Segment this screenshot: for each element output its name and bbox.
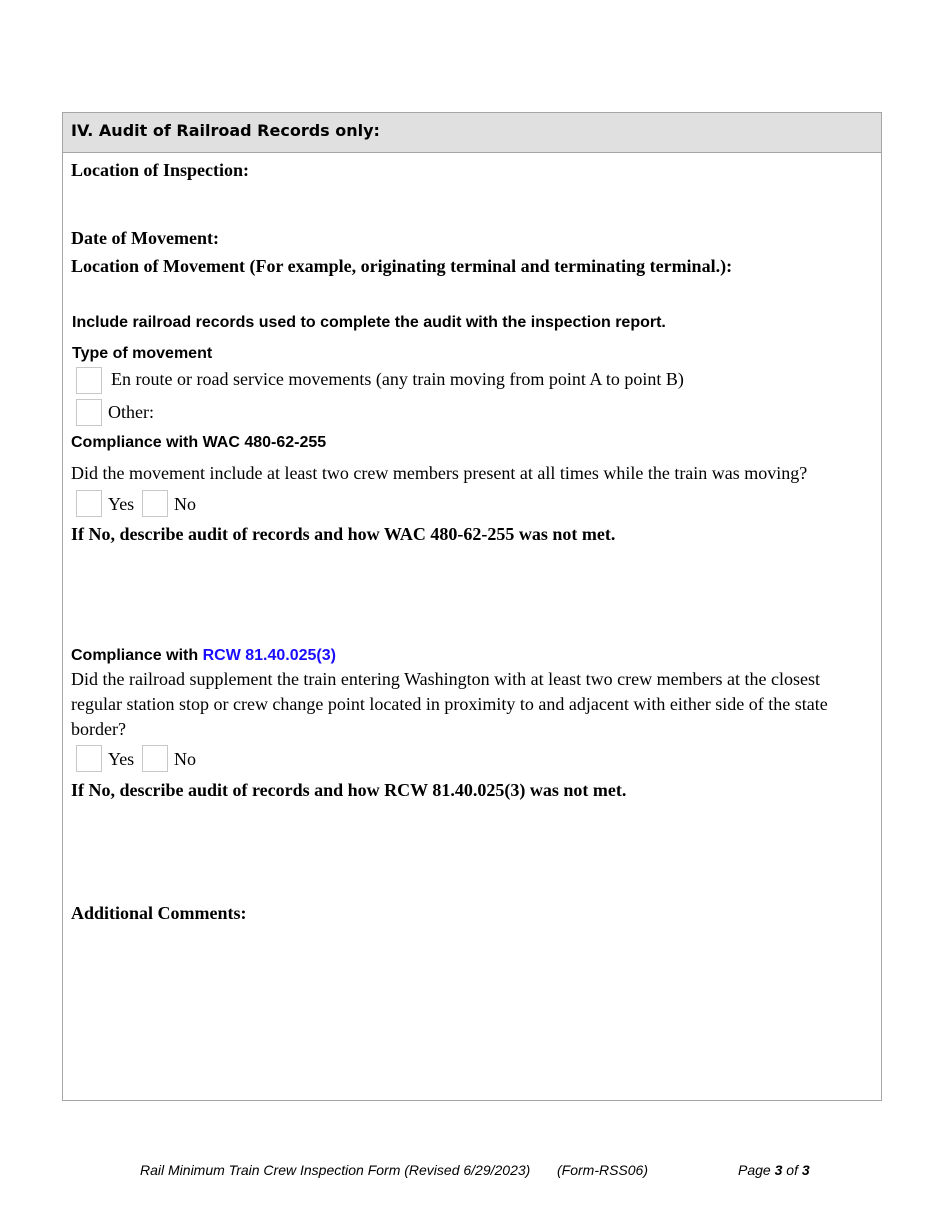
location-of-movement-label: Location of Movement (For example, originating terminal and terminating terminal.): (71, 256, 733, 276)
footer-page-number (738, 1162, 810, 1178)
type-of-movement-heading: Type of movement (72, 345, 213, 362)
rcw-heading-prefix: Compliance with (71, 647, 203, 664)
wac-yes-checkbox[interactable] (76, 490, 102, 517)
footer-page-total: 3 (801, 1162, 810, 1178)
date-of-movement-label: Date of Movement: (71, 228, 219, 248)
other-checkbox[interactable] (76, 399, 102, 426)
location-of-inspection-label: Location of Inspection: (71, 160, 250, 180)
wac-yes-label: Yes (108, 494, 135, 514)
rcw-question: Did the railroad supplement the train entering Washington with at least two crew members at the closest regular station stop or crew change point located in proximity to and adjacent with either side of the state border? (71, 669, 828, 739)
rcw-compliance-heading (71, 647, 336, 665)
footer-form-id: (Form-RSS06) (557, 1162, 649, 1178)
rcw-if-no-label: If No, describe audit of records and how RCW 81.40.025(3) was not met. (71, 780, 627, 800)
additional-comments-label: Additional Comments: (71, 903, 247, 923)
wac-no-label: No (174, 494, 196, 514)
rcw-yes-checkbox[interactable] (76, 745, 102, 772)
rcw-no-checkbox[interactable] (142, 745, 168, 772)
rcw-link[interactable]: RCW 81.40.025(3) (202, 647, 336, 664)
rcw-yes-label: Yes (108, 749, 135, 769)
wac-no-checkbox[interactable] (142, 490, 168, 517)
wac-compliance-heading: Compliance with WAC 480-62-255 (71, 434, 327, 451)
include-records-note: Include railroad records used to complete the audit with the inspection report. (72, 314, 666, 331)
rcw-no-label: No (174, 749, 196, 769)
footer-form-title: Rail Minimum Train Crew Inspection Form (Revised 6/29/2023) (140, 1162, 531, 1178)
section-title: IV. Audit of Railroad Records only: (63, 113, 881, 153)
footer-page-current: 3 (774, 1162, 783, 1178)
enroute-option-label: En route or road service movements (any train moving from point A to point B) (111, 369, 684, 389)
wac-if-no-label: If No, describe audit of records and how WAC 480-62-255 was not met. (71, 524, 616, 544)
wac-question: Did the movement include at least two crew members present at all times while the train was moving? (71, 463, 808, 483)
other-option-label: Other: (108, 402, 154, 422)
enroute-checkbox[interactable] (76, 367, 102, 394)
footer-page-label: Page (738, 1162, 775, 1178)
footer-page-of: of (782, 1162, 802, 1178)
